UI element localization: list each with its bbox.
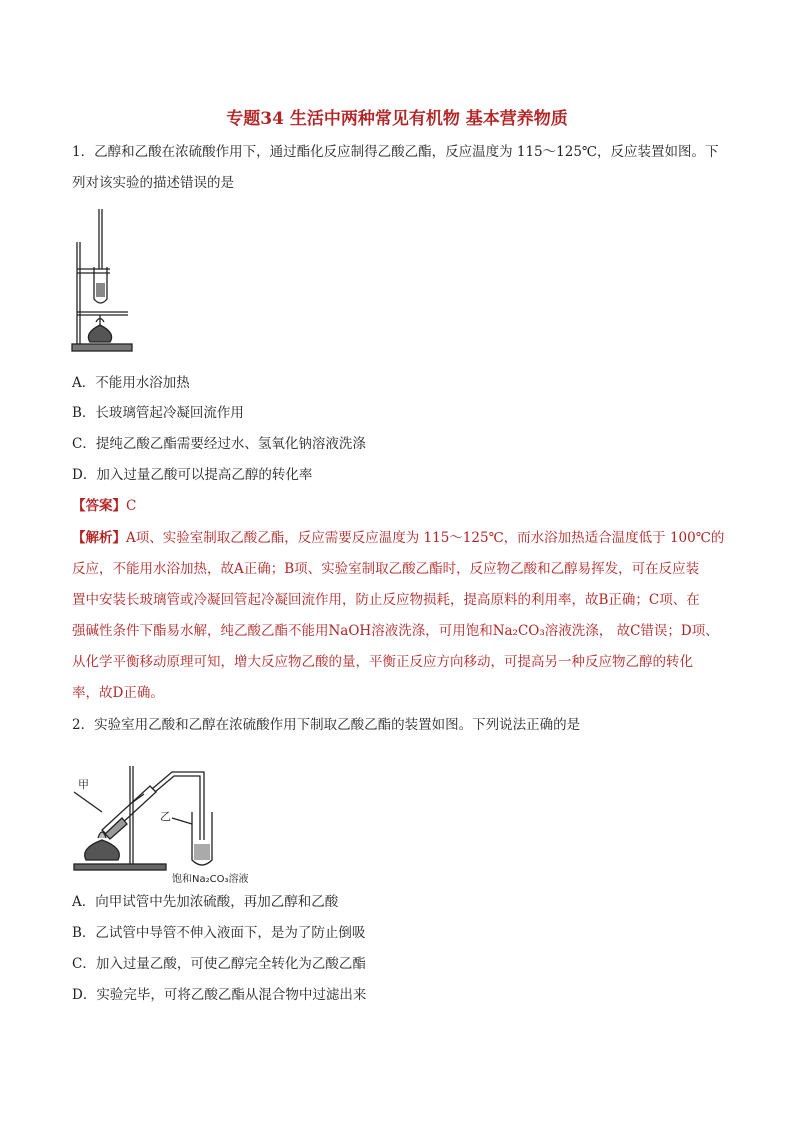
analysis-tag: 【解析】 — [72, 530, 126, 546]
q2-apparatus-figure — [72, 752, 262, 886]
q1-analysis-line-6: 率，故D正确。 — [72, 685, 164, 701]
label-jia: 甲 — [78, 778, 89, 791]
q1-analysis-line-3: 置中安装长玻璃管或冷凝回管起冷凝回流作用，防止反应物损耗，提高原料的利用率，故B正确；C项、在 — [72, 592, 700, 608]
q2-option-c: C．加入过量乙酸，可使乙醇完全转化为乙酸乙酯 — [72, 956, 366, 972]
q1-option-b: B．长玻璃管起冷凝回流作用 — [72, 405, 244, 421]
label-solution: 饱和Na₂CO₃溶液 — [172, 874, 249, 885]
q1-answer — [72, 496, 732, 516]
analysis-text: A项、实验室制取乙酸乙酯，反应需要反应温度为 115～125℃，而水浴加热适合温度低于 100℃的 — [126, 530, 725, 546]
q2-option-b: B．乙试管中导管不伸入液面下，是为了防止倒吸 — [72, 925, 366, 941]
q1-option-a: A．不能用水浴加热 — [72, 375, 190, 391]
q1-stem-line-1: 1．乙醇和乙酸在浓硫酸作用下，通过酯化反应制得乙酸乙酯，反应温度为 115～125℃，反应装置如图。下 — [72, 144, 719, 160]
q1-analysis-line-1 — [72, 528, 732, 548]
answer-value: C — [126, 498, 137, 514]
q2-stem: 2．实验室用乙酸和乙醇在浓硫酸作用下制取乙酸乙酯的装置如图。下列说法正确的是 — [72, 717, 581, 733]
q1-analysis-line-5: 从化学平衡移动原理可知，增大反应物乙酸的量，平衡正反应方向移动，可提高另一种反应物乙醇的转化 — [72, 654, 693, 670]
q1-stem-line-2: 列对该实验的描述错误的是 — [72, 175, 234, 191]
q1-analysis-line-4: 强碱性条件下酯易水解，纯乙酸乙酯不能用NaOH溶液洗涤，可用饱和Na₂CO₃溶液洗涤， 故C错误；D项、 — [72, 623, 719, 639]
page-title: 专题34 生活中两种常见有机物 基本营养物质 — [226, 109, 568, 129]
answer-tag: 【答案】 — [72, 498, 126, 514]
q1-option-d: D．加入过量乙酸可以提高乙醇的转化率 — [72, 467, 313, 483]
q2-option-d: D．实验完毕，可将乙酸乙酯从混合物中过滤出来 — [72, 987, 367, 1003]
q2-option-a: A．向甲试管中先加浓硫酸，再加乙醇和乙酸 — [72, 894, 339, 910]
q1-analysis-line-2: 反应，不能用水浴加热，故A正确；B项、实验室制取乙酸乙酯时，反应物乙酸和乙醇易挥发，可在反应装 — [72, 561, 700, 577]
q1-apparatus-figure — [70, 207, 134, 355]
q1-option-c: C．提纯乙酸乙酯需要经过水、氢氧化钠溶液洗涤 — [72, 436, 366, 452]
label-yi: 乙 — [160, 810, 171, 823]
